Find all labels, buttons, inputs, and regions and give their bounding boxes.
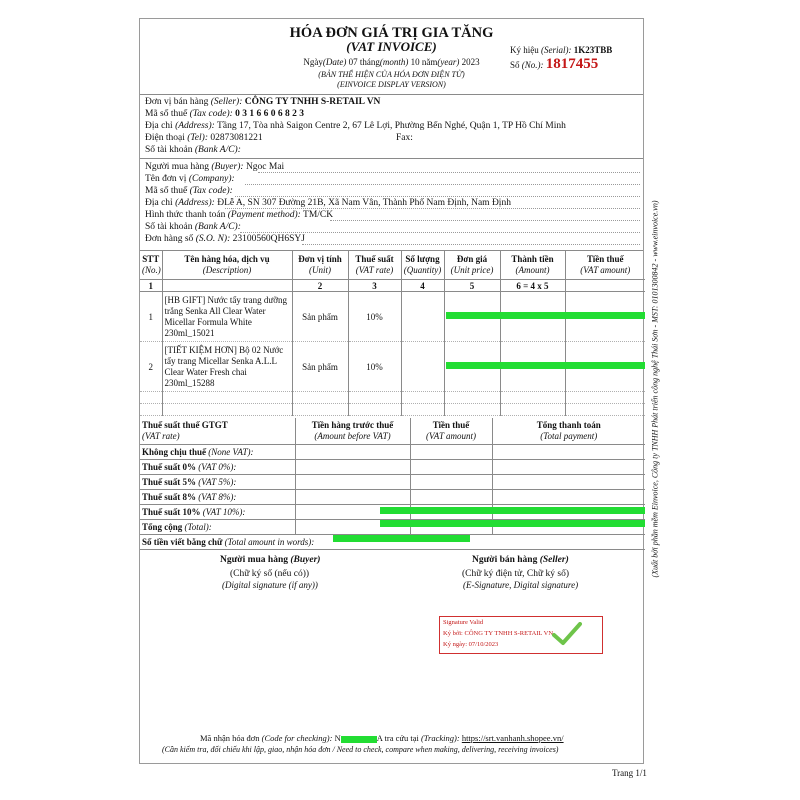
- invoice-number-field: Số (No.): 1817455: [510, 56, 599, 72]
- table-row: [140, 392, 645, 404]
- redaction-mark: [380, 507, 645, 514]
- date-month: 10: [410, 57, 420, 67]
- redaction-mark: [333, 535, 470, 542]
- dotted-line: [302, 244, 640, 245]
- amount-in-words-row: Số tiền viết bằng chữ (Total amount in words):: [140, 535, 645, 550]
- buyer-payment: TM/CK: [303, 210, 334, 220]
- summary-row: Thuế suất 10% (VAT 10%):: [140, 505, 645, 520]
- digital-signature-stamp: Signature Valid Ký bởi: CÔNG TY TNHH S-RETAIL VN Ký ngày: 07/10/2023: [439, 616, 603, 654]
- redaction-mark: [446, 312, 645, 319]
- seller-tax-code: 0 3 1 6 6 0 6 8 2 3: [235, 109, 305, 119]
- buyer-tax-row: Mã số thuế (Tax code):: [145, 186, 233, 196]
- seller-signature-title: Người bán hàng (Seller): [472, 555, 569, 565]
- invoice-subtitle: (VAT INVOICE): [346, 39, 437, 54]
- items-table: [140, 251, 645, 416]
- seller-tel-row: Điện thoại (Tel): 02873081221: [145, 133, 263, 143]
- divider: [140, 94, 643, 95]
- dotted-line: [258, 172, 640, 173]
- footer-note: (Cần kiểm tra, đối chiếu khi lập, giao, nhận hóa đơn / Need to check, compare when making, delivering, receiving invoices): [162, 745, 559, 754]
- seller-address-row: Địa chỉ (Address): Tầng 17, Tòa nhà Saigon Centre 2, 67 Lê Lợi, Phường Bến Nghé, Quận 1, TP Hồ Chí Minh: [145, 121, 566, 131]
- summary-row: Thuế suất 5% (VAT 5%):: [140, 475, 645, 490]
- page-number: Trang 1/1: [612, 768, 647, 778]
- tracking-link[interactable]: https://srt.vanhanh.shopee.vn/: [461, 733, 564, 743]
- display-note-en: (EINVOICE DISPLAY VERSION): [337, 80, 446, 89]
- seller-name-row: Đơn vị bán hàng (Seller): CÔNG TY TNHH S-RETAIL VN: [145, 97, 381, 107]
- redaction-mark: [380, 520, 645, 527]
- seller-bank-row: Số tài khoản (Bank A/C):: [145, 145, 241, 155]
- buyer-address: ĐLễ A, SN 307 Đường 21B, Xã Nam Vân, Thành Phố Nam Định, Nam Định: [217, 198, 511, 208]
- buyer-signature-sub: (Chữ ký số (nếu có)): [230, 569, 310, 579]
- buyer-company-row: Tên đơn vị (Company):: [145, 174, 235, 184]
- buyer-address-row: Địa chỉ (Address): ĐLễ A, SN 307 Đường 21B, Xã Nam Vân, Thành Phố Nam Định, Nam Định: [145, 198, 511, 208]
- checking-code: N A: [334, 733, 383, 743]
- col-unit: Đơn vị tính (Unit): [292, 251, 348, 280]
- seller-signature-sub: (Chữ ký điện tử, Chữ ký số): [462, 569, 570, 579]
- summary-row: Không chịu thuế (None VAT):: [140, 445, 645, 460]
- summary-row: Thuế suất 8% (VAT 8%):: [140, 490, 645, 505]
- tracking-line: Mã nhận hóa đơn (Code for checking): N A tra cứu tại (Tracking): https://srt.vanhanh.shopee.vn/: [200, 733, 564, 743]
- table-row: 2 [TIẾT KIỆM HƠN] Bộ 02 Nước tẩy trang Micellar Senka A.L.L Clear Water Fresh chai 230ml_15288 Sản phẩm 10%: [140, 342, 645, 392]
- seller-fax: Fax:: [396, 133, 413, 143]
- invoice-title: HÓA ĐƠN GIÁ TRỊ GIA TĂNG: [289, 25, 494, 41]
- col-amount: Thành tiền (Amount): [500, 251, 565, 280]
- dotted-line: [235, 196, 640, 197]
- dotted-line: [330, 220, 640, 221]
- seller-tax-row: Mã số thuế (Tax code): 0 3 1 6 6 0 6 8 2 3: [145, 109, 305, 119]
- buyer-signature-sub-en: (Digital signature (if any)): [222, 580, 318, 590]
- table-row: 1 [HB GIFT] Nước tẩy trang dưỡng trắng Senka All Clear Water Micellar Formula White 230ml_15021 Sản phẩm 10%: [140, 292, 645, 342]
- invoice-page: [139, 18, 644, 764]
- buyer-payment-row: Hình thức thanh toán (Payment method): TM/CK: [145, 210, 334, 220]
- divider: [140, 158, 643, 159]
- table-row: [140, 404, 645, 416]
- date-year: 2023: [461, 57, 480, 67]
- items-header-row: [140, 251, 645, 280]
- buyer-name-row: Người mua hàng (Buyer): Ngoc Mai: [145, 162, 285, 172]
- serial-field: Ký hiệu (Serial): 1K23TBB: [510, 45, 613, 55]
- col-quantity: Số lượng (Quantity): [401, 251, 444, 280]
- seller-signature-sub-en: (E-Signature, Digital signature): [463, 580, 579, 590]
- col-rate: Thuế suất (VAT rate): [348, 251, 401, 280]
- buyer-order-row: Đơn hàng số (S.O. N): 23100560QH6SYJ: [145, 234, 305, 244]
- col-description: Tên hàng hóa, dịch vụ (Description): [162, 251, 292, 280]
- summary-row: Tổng cộng (Total):: [140, 520, 645, 535]
- redaction-mark: [446, 362, 645, 369]
- date-line: Ngày(Date) 07 tháng(month) 10 năm(year) 2023: [303, 57, 480, 67]
- buyer-bank-row: Số tài khoản (Bank A/C):: [145, 222, 241, 232]
- date-day: 07: [348, 57, 358, 67]
- side-publisher-text: (Xuất bởi phần mềm Einvoice, Công ty TNHH Phát triển công nghệ Thái Sơn - MST: 0101300842 - www.einvoice.vn): [650, 200, 660, 578]
- display-note: (BẢN THỂ HIỆN CỦA HÓA ĐƠN ĐIỆN TỬ): [318, 70, 465, 79]
- col-vat-amount: Tiền thuế (VAT amount): [565, 251, 645, 280]
- column-number-row: 1 2 3 4 5 6 = 4 x 5: [140, 280, 645, 292]
- col-unit-price: Đơn giá (Unit price): [444, 251, 500, 280]
- buyer-order: 23100560QH6SYJ: [232, 234, 305, 244]
- vat-summary-table: [140, 418, 645, 550]
- serial-value: 1K23TBB: [573, 45, 613, 55]
- col-no: STT (No.): [140, 251, 162, 280]
- item-description: [TIẾT KIỆM HƠN] Bộ 02 Nước tẩy trang Micellar Senka A.L.L Clear Water Fresh chai 230ml_15288: [162, 342, 292, 392]
- invoice-number: 1817455: [545, 56, 599, 72]
- dotted-line: [245, 184, 640, 185]
- dotted-line: [225, 208, 640, 209]
- buyer-name: Ngoc Mai: [245, 162, 285, 172]
- summary-row: Thuế suất 0% (VAT 0%):: [140, 460, 645, 475]
- seller-name: CÔNG TY TNHH S-RETAIL VN: [244, 97, 381, 107]
- seller-tel: 02873081221: [210, 133, 263, 143]
- summary-header-row: Thuế suất thuế GTGT (VAT rate) Tiền hàng trước thuế (Amount before VAT) Tiền thuế (VAT amount) Tổng thanh toán (Total payment): [140, 418, 645, 445]
- seller-address: Tầng 17, Tòa nhà Saigon Centre 2, 67 Lê Lợi, Phường Bến Nghé, Quận 1, TP Hồ Chí Minh: [217, 121, 566, 131]
- dotted-line: [240, 232, 640, 233]
- item-description: [HB GIFT] Nước tẩy trang dưỡng trắng Senka All Clear Water Micellar Formula White 230ml_15021: [162, 292, 292, 342]
- buyer-signature-title: Người mua hàng (Buyer): [220, 555, 321, 565]
- checkmark-icon: [552, 622, 582, 646]
